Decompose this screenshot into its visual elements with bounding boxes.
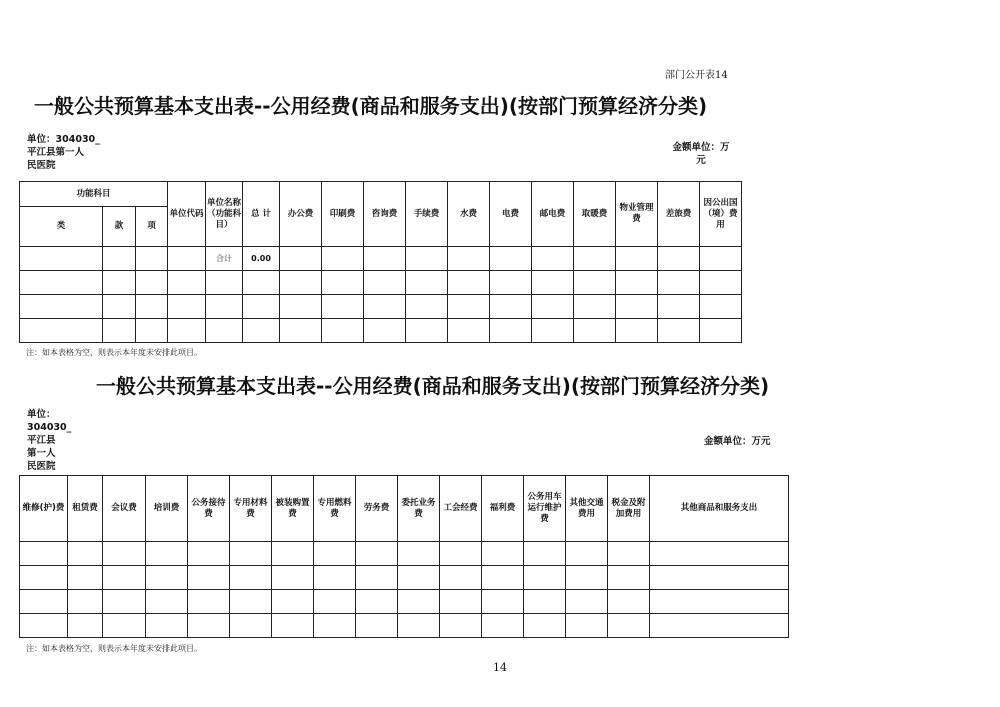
func-subject-header: 功能科目 — [20, 182, 168, 207]
col-header: 税金及附加费用 — [608, 476, 650, 542]
col-header: 邮电费 — [532, 182, 574, 247]
unit-line: 单位： — [27, 409, 56, 420]
table-row — [20, 542, 789, 566]
unit-line: 单位：304030_ — [27, 134, 100, 145]
amount-unit-line: 金额单位：万 — [672, 142, 730, 153]
table2-title: 一般公共预算基本支出表--公用经费(商品和服务支出)(按部门预算经济分类) — [96, 374, 770, 398]
unit-name-header: 单位名称（功能科目） — [206, 182, 243, 247]
col-header: 水费 — [448, 182, 490, 247]
col-header: 培训费 — [146, 476, 188, 542]
col-header: 因公出国（境）费用 — [700, 182, 742, 247]
col-header: 工会经费 — [440, 476, 482, 542]
col-header: 手续费 — [406, 182, 448, 247]
col-header: 专用材料费 — [230, 476, 272, 542]
col-header: 专用燃料费 — [314, 476, 356, 542]
page-number: 14 — [493, 661, 507, 674]
unit-line: 304030_ — [27, 422, 72, 433]
table1-title: 一般公共预算基本支出表--公用经费(商品和服务支出)(按部门预算经济分类) — [34, 94, 708, 118]
unit-info-2 — [27, 408, 77, 473]
unit-line: 民医院 — [27, 461, 56, 472]
table1-note: 注：如本表格为空，则表示本年度未安排此项目。 — [26, 348, 202, 357]
table-row — [20, 566, 789, 590]
header-row — [20, 182, 742, 207]
func-item-header: 项 — [136, 207, 168, 247]
func-section-header: 款 — [103, 207, 136, 247]
col-header: 咨询费 — [364, 182, 406, 247]
col-header: 会议费 — [103, 476, 146, 542]
col-header: 差旅费 — [658, 182, 700, 247]
table-row — [20, 295, 742, 319]
total-header: 总 计 — [243, 182, 280, 247]
col-header: 取暖费 — [574, 182, 616, 247]
col-header: 电费 — [490, 182, 532, 247]
unit-line: 平江县 — [27, 435, 56, 446]
unit-line: 平江县第一人 — [27, 147, 85, 158]
unit-info-1 — [27, 133, 117, 172]
col-header: 委托业务费 — [398, 476, 440, 542]
table-row — [20, 614, 789, 638]
col-header: 公务接待费 — [188, 476, 230, 542]
expense-table-2 — [19, 475, 789, 638]
header-row — [20, 476, 789, 542]
col-header: 其他商品和服务支出 — [650, 476, 789, 542]
table-row — [20, 319, 742, 343]
col-header: 劳务费 — [356, 476, 398, 542]
total-label: 合计 — [206, 247, 243, 271]
expense-table-1 — [19, 181, 742, 343]
total-value: 0.00 — [243, 247, 280, 271]
unit-code-header: 单位代码 — [168, 182, 206, 247]
col-header: 维修(护)费 — [20, 476, 68, 542]
amount-unit-2: 金额单位：万元 — [704, 436, 771, 447]
page-label: 部门公开表14 — [665, 70, 728, 81]
func-class-header: 类 — [20, 207, 103, 247]
col-header: 印刷费 — [322, 182, 364, 247]
table-row — [20, 590, 789, 614]
amount-unit-1 — [666, 141, 736, 167]
col-header: 其他交通费用 — [566, 476, 608, 542]
col-header: 福利费 — [482, 476, 524, 542]
table-row — [20, 271, 742, 295]
table2-note: 注：如本表格为空，则表示本年度未安排此项目。 — [26, 644, 202, 653]
amount-unit-line: 元 — [696, 155, 706, 166]
col-header: 租赁费 — [68, 476, 103, 542]
unit-line: 第一人 — [27, 448, 56, 459]
col-header: 物业管理费 — [616, 182, 658, 247]
unit-line: 民医院 — [27, 160, 56, 171]
col-header: 被装购置费 — [272, 476, 314, 542]
col-header: 办公费 — [280, 182, 322, 247]
col-header: 公务用车运行维护费 — [524, 476, 566, 542]
total-row — [20, 247, 742, 271]
